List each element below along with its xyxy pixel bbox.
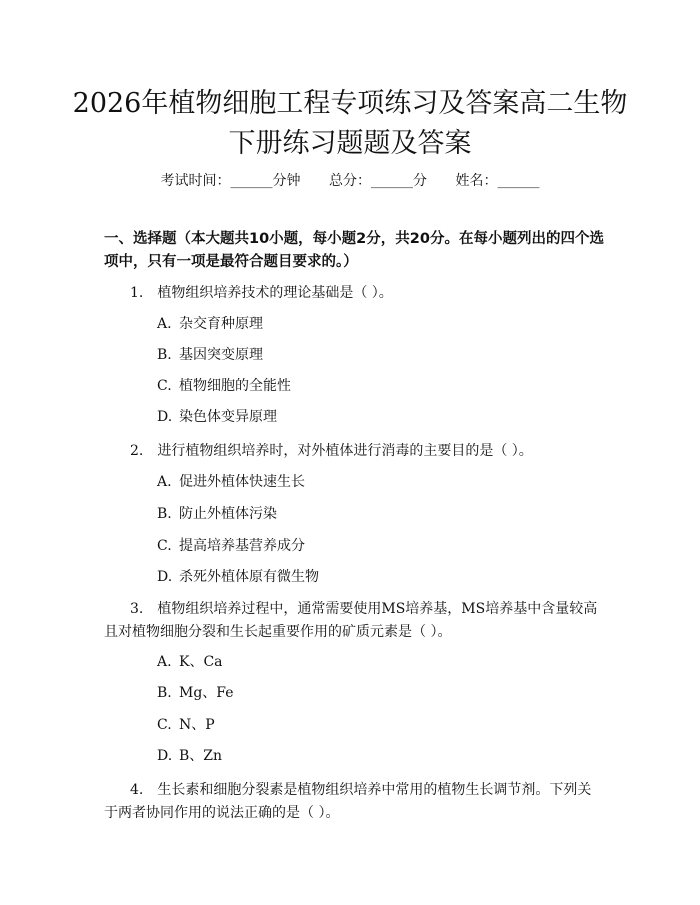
option-letter: A. [157,474,172,490]
option-2d [157,567,319,587]
option-text: 杀死外植体原有微生物 [179,569,319,585]
exam-name-blank: ______ [497,173,540,189]
option-2b [157,504,277,524]
option-1a [157,314,263,334]
option-1d [157,407,277,427]
question-text: 生长素和细胞分裂素是植物组织培养中常用的植物生长调节剂。下列关于两者协同作用的说法正确的是（ ）。 [104,782,592,821]
option-text: 促进外植体快速生长 [179,474,305,490]
option-text: 植物细胞的全能性 [179,378,291,394]
option-letter: C. [157,378,172,394]
option-text: Mg、Fe [179,685,234,701]
option-3a [157,652,223,672]
exam-name-label: 姓名： [455,173,498,189]
option-text: 基因突变原理 [179,347,263,363]
question-number: 2. [130,443,144,459]
option-letter: A. [157,316,172,332]
option-1c [157,376,291,396]
option-3d [157,746,222,766]
question-text: 进行植物组织培养时，对外植体进行消毒的主要目的是（ ）。 [157,443,533,459]
exam-time-label: 考试时间： [160,173,231,189]
exam-score-unit: 分 [413,173,427,189]
option-letter: D. [157,569,173,585]
option-letter: B. [157,347,172,363]
option-letter: C. [157,538,172,554]
exam-score-blank: ______ [371,173,413,189]
exam-score-label: 总分： [329,173,371,189]
question-number: 1. [130,285,144,301]
option-text: 杂交育种原理 [179,316,263,332]
option-text: 提高培养基营养成分 [179,538,305,554]
question-1 [104,282,604,305]
exam-score [329,173,427,189]
question-text: 植物组织培养技术的理论基础是（ ）。 [157,285,393,301]
exam-time-unit: 分钟 [272,173,301,189]
option-3b [157,683,234,703]
question-3 [104,598,604,644]
option-letter: D. [157,748,173,764]
exam-time [161,173,301,189]
exam-time-blank: ______ [230,173,273,189]
option-text: 染色体变异原理 [179,409,277,425]
option-letter: B. [157,685,172,701]
section-heading: 一、选择题（本大题共10小题，每小题2分，共20分。在每小题列出的四个选项中，只有一项是最符合题目要求的。） [104,231,604,270]
question-number: 3. [130,601,144,617]
option-letter: A. [157,654,172,670]
question-2 [104,440,604,463]
option-2a [157,472,305,492]
option-letter: D. [157,409,173,425]
option-text: K、Ca [179,654,223,670]
exam-name [455,173,539,189]
question-number: 4. [130,782,144,798]
option-1b [157,345,263,365]
option-text: 防止外植体污染 [179,506,277,522]
option-2c [157,536,305,556]
option-letter: C. [157,717,172,733]
exam-info [0,170,700,190]
document-title: 2026年植物细胞工程专项练习及答案高二生物下册练习题题及答案 [72,88,628,159]
option-text: B、Zn [179,748,223,764]
option-3c [157,715,215,735]
option-letter: B. [157,506,172,522]
option-text: N、P [179,717,215,733]
question-text: 植物组织培养过程中，通常需要使用MS培养基，MS培养基中含量较高且对植物细胞分裂和生长起重要作用的矿质元素是（ ）。 [104,601,598,640]
question-4 [104,779,604,825]
